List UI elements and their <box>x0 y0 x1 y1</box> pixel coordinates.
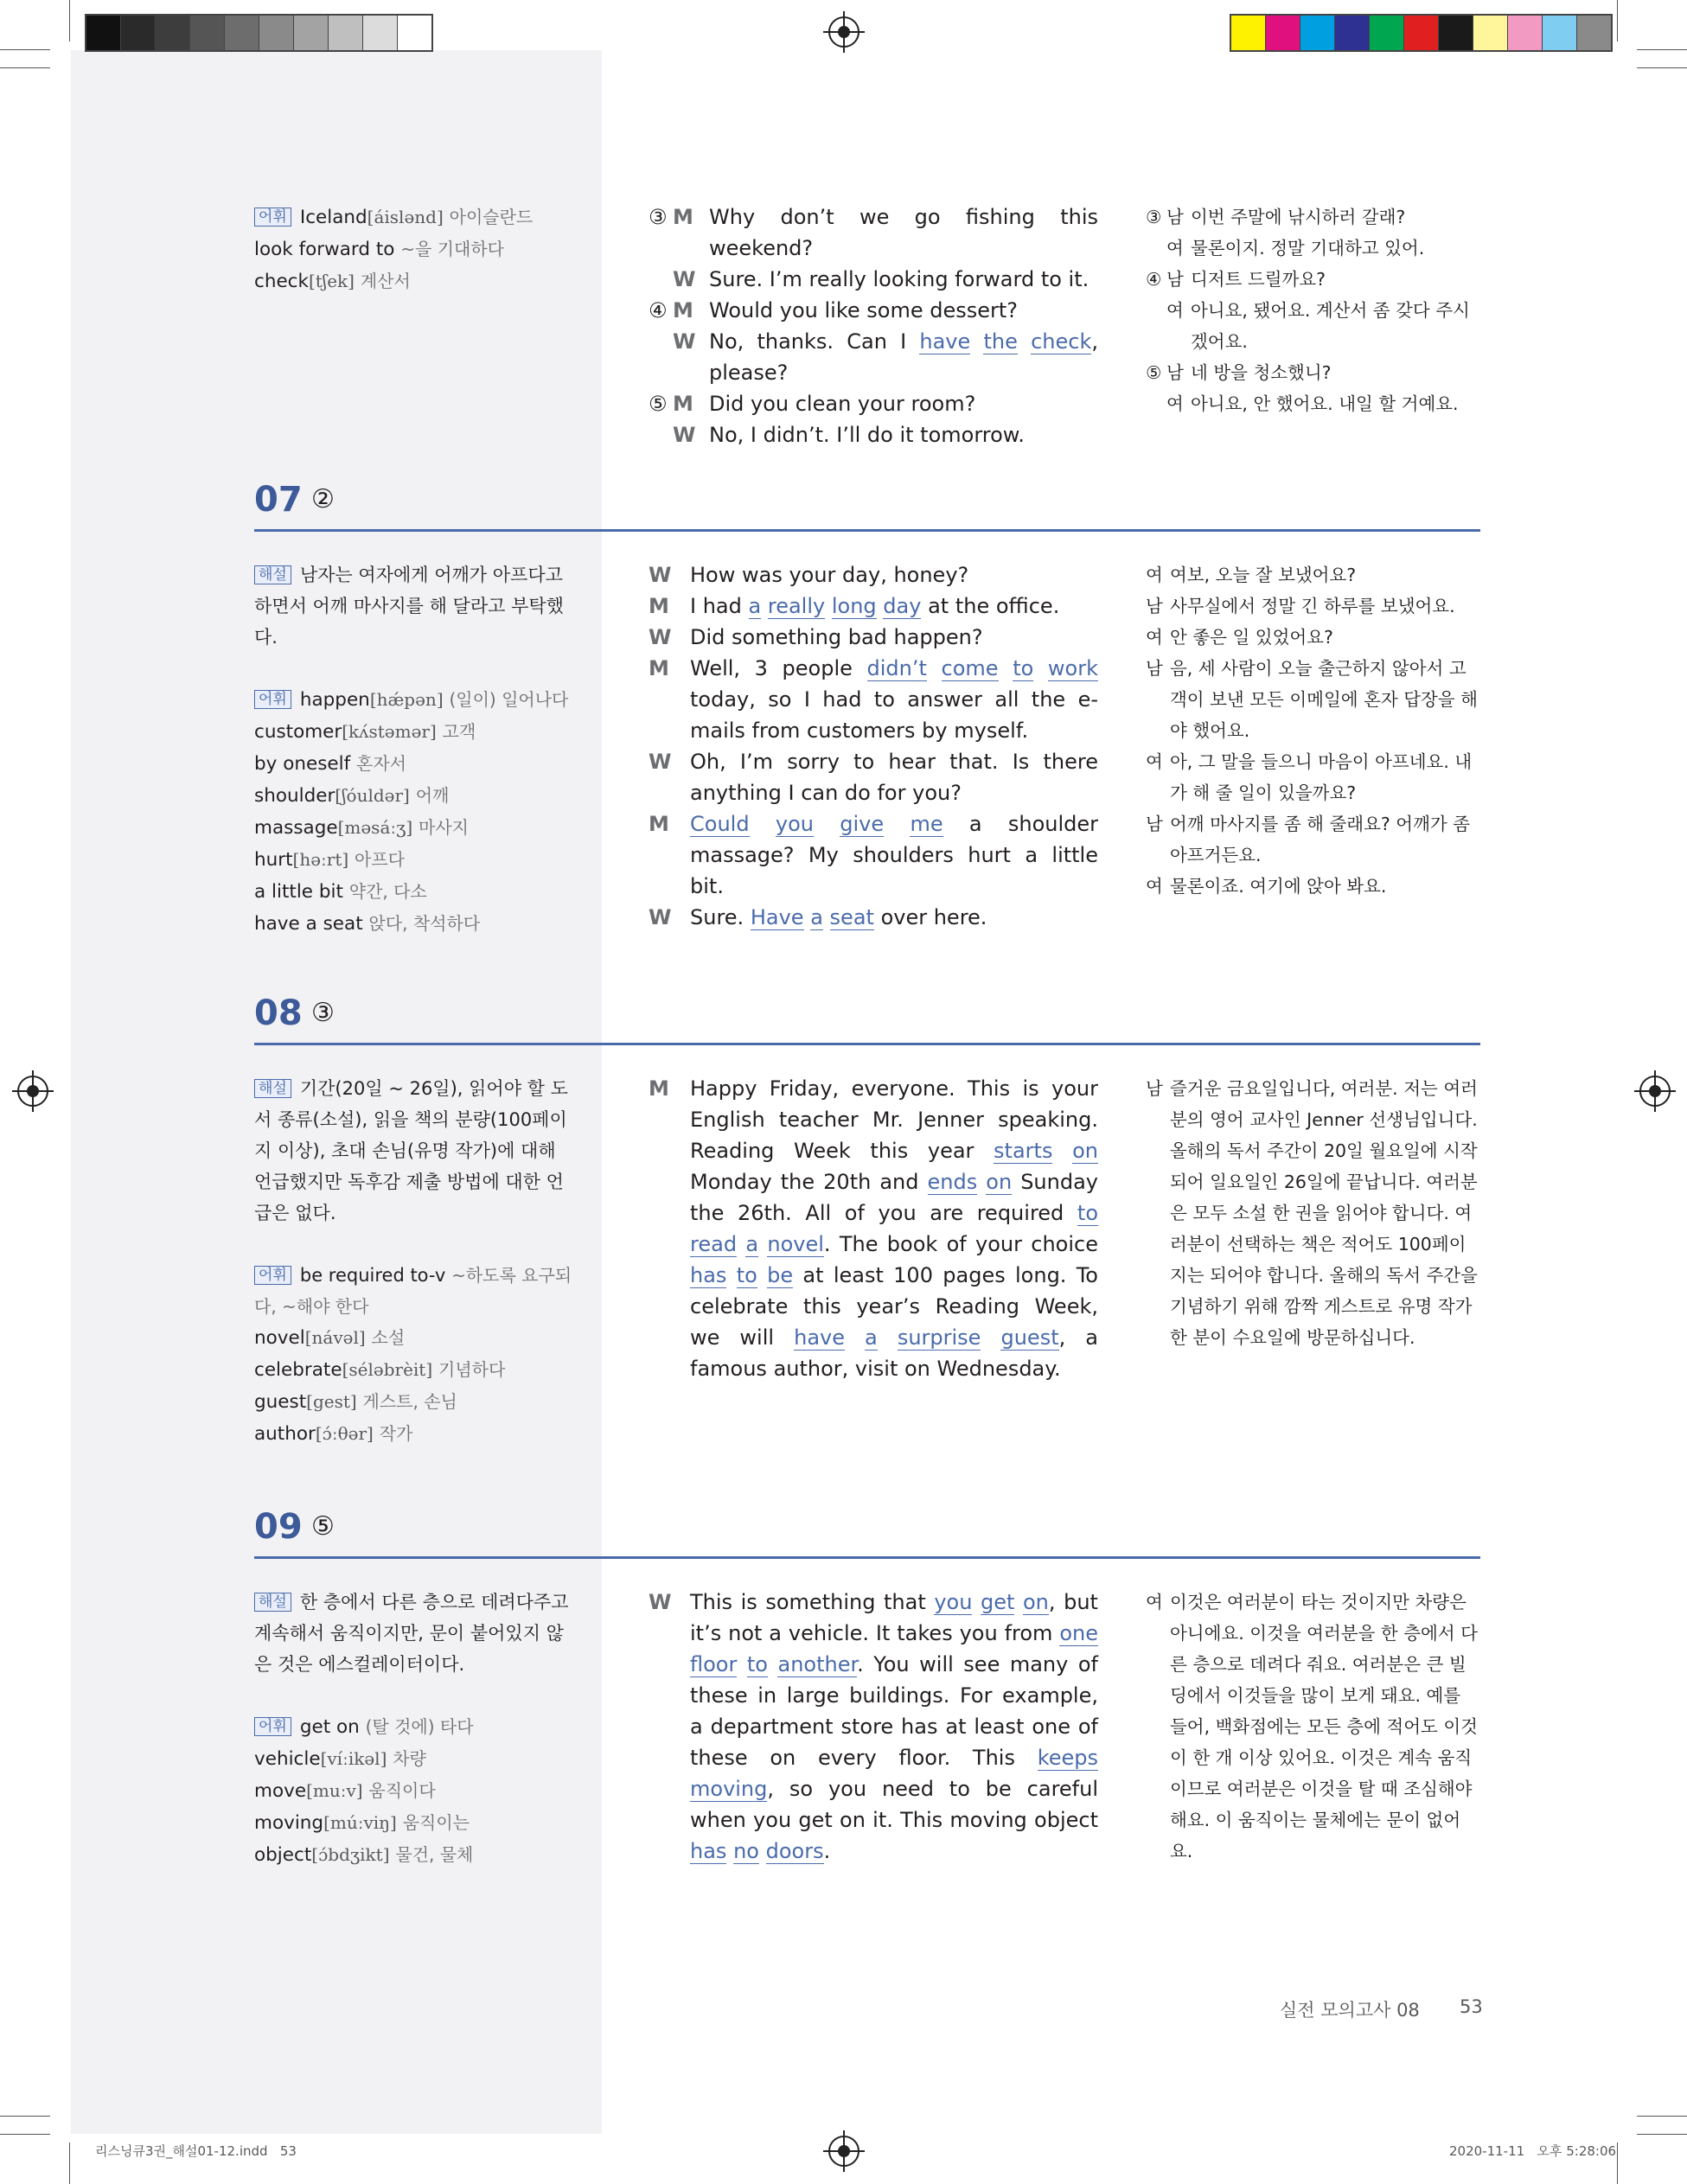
dialogue-line: W This is something that you get on, but it’s not a vehicle. It takes you from one floor to another. You will see many of these in large buildings. For example, a department store has at least one of these on every floor. This keeps moving, so you need to be careful when you get on it. This moving object has no doors. <box>649 1590 1098 1863</box>
vocab-item: have a seat 앉다, 착석하다 <box>254 913 481 935</box>
dialogue-line: W Sure. I’m really looking forward to it. <box>673 267 1090 291</box>
answer-choice: ② <box>311 484 335 514</box>
blank-answer: doors <box>765 1839 824 1863</box>
dialogue-line: M Happy Friday, everyone. This is your English teacher Mr. Jenner speaking. Reading Week this year starts on Monday the 20th and ends on Sunday the 26th. All of you are required to read a novel. The book of your choice has to be at least 100 pages long. To celebrate this year’s Reading Week, we will have a surprise guest, a famous author, visit on Wednesday. <box>649 1076 1098 1381</box>
page-number: 53 <box>1460 1996 1483 2017</box>
dialogue-line: W Sure. Have a seat over here. <box>649 905 987 929</box>
vocab-item: 어휘 happen[hǽpən] (일이) 일어나다 <box>254 684 574 716</box>
blank-answer: a <box>748 594 762 618</box>
registration-mark-icon <box>17 1076 48 1107</box>
crop-mark <box>0 2116 50 2117</box>
registration-mark-icon <box>828 2136 859 2167</box>
color-swatch-bar <box>1230 14 1613 52</box>
translation-line: 여 아, 그 말을 들으니 마음이 아프네요. 내가 해 줄 일이 있을까요? <box>1146 751 1473 803</box>
translation-line: 남 음, 세 사람이 오늘 출근하지 않아서 고객이 보낸 모든 이메일에 혼자 답장을 해야 했어요. <box>1146 658 1478 741</box>
blank-answer: the <box>983 329 1018 354</box>
answer-choice: ⑤ <box>311 1511 335 1542</box>
translation-line: 여 아니요, 됐어요. 계산서 좀 갖다 주시겠어요. <box>1166 300 1470 352</box>
crop-mark <box>1617 0 1618 42</box>
blank-answer: get <box>981 1590 1015 1614</box>
blank-answer: seat <box>829 905 874 929</box>
vocab-item: by oneself 혼자서 <box>254 753 406 775</box>
blank-answer: day <box>883 594 922 618</box>
color-swatch <box>1508 16 1543 50</box>
explanation: 해설 기간(20일 ~ 26일), 읽어야 할 도서 종류(소설), 읽을 책의 분량(100페이지 이상), 초대 손님(유명 작가)에 대해 언급했지만 독후감 제출 방법에 대한 언급은 없다. <box>254 1078 568 1223</box>
blank-answer: long <box>831 594 877 618</box>
section-divider <box>254 1556 1480 1559</box>
translation <box>1146 201 1479 419</box>
dialogue <box>649 1587 1098 1867</box>
gray-swatch <box>294 16 329 50</box>
translation-line: ⑤ 남 네 방을 청소했니? <box>1146 362 1332 383</box>
dialogue-line: ⑤ M Did you clean your room? <box>649 392 976 416</box>
vocab-item: customer[kʌ́stəmər] 고객 <box>254 721 476 743</box>
vocab-tag: 어휘 <box>254 1266 291 1285</box>
dialogue-line: W Did something bad happen? <box>649 625 983 649</box>
translation-line: 남 어깨 마사지를 좀 해 줄래요? 어깨가 좀 아프거든요. <box>1146 814 1471 865</box>
gray-swatch <box>329 16 363 50</box>
blank-answer: you <box>775 812 814 836</box>
crop-mark <box>1637 2134 1687 2135</box>
blank-answer: to <box>746 1652 768 1676</box>
blank-answer: keeps <box>1037 1746 1098 1770</box>
translation-line: 여 물론이지. 정말 기대하고 있어. <box>1166 238 1425 259</box>
vocab-list <box>254 201 574 297</box>
translation-line: 여 안 좋은 일 있었어요? <box>1146 627 1333 648</box>
blank-answer: a <box>865 1325 878 1350</box>
blank-answer: no <box>733 1839 759 1863</box>
dialogue-line: M Well, 3 people didn’t come to work today, so I had to answer all the e-mails from customers by myself. <box>649 656 1098 743</box>
gray-swatch <box>121 16 156 50</box>
explanation: 해설 남자는 여자에게 어깨가 아프다고 하면서 어깨 마사지를 해 달라고 부탁했다. <box>254 565 564 648</box>
vocab-item: celebrate[séləbrèit] 기념하다 <box>254 1359 506 1381</box>
blank-answer: check <box>1031 329 1092 354</box>
blank-answer: me <box>910 812 943 836</box>
gray-swatch <box>190 16 225 50</box>
blank-answer: didn’t <box>866 656 927 680</box>
crop-mark <box>0 49 50 50</box>
vocab-item: hurt[həːrt] 아프다 <box>254 849 406 871</box>
question-number: 09 <box>254 1507 303 1547</box>
gray-swatch <box>225 16 259 50</box>
blank-answer: on <box>1023 1590 1049 1614</box>
blank-answer: work <box>1047 656 1098 680</box>
crop-mark <box>69 2142 70 2184</box>
crop-mark <box>0 2134 50 2135</box>
explanation-tag: 해설 <box>254 1593 291 1612</box>
translation-line: 여 여보, 오늘 잘 보냈어요? <box>1146 565 1357 585</box>
blank-answer: come <box>941 656 999 680</box>
blank-answer: Have <box>750 905 804 929</box>
color-swatch <box>1577 16 1611 50</box>
color-swatch <box>1473 16 1508 50</box>
blank-answer: one <box>1059 1621 1098 1645</box>
explanation: 해설 한 층에서 다른 층으로 데려다주고 계속해서 움직이지만, 문이 붙어있지 않은 것은 에스컬레이터이다. <box>254 1592 569 1675</box>
explanation-tag: 해설 <box>254 1079 291 1098</box>
vocab-item: check[tʃek] 계산서 <box>254 271 411 292</box>
notes-column <box>254 559 574 940</box>
translation <box>1146 559 1479 902</box>
gray-swatch <box>363 16 398 50</box>
dialogue-line: W No, thanks. Can I have the check, please? <box>673 329 1098 385</box>
blank-answer: to <box>1077 1201 1098 1225</box>
registration-mark-icon <box>828 16 859 48</box>
vocab-item: a little bit 약간, 다소 <box>254 881 427 903</box>
color-swatch <box>1439 16 1473 50</box>
explanation-tag: 해설 <box>254 565 291 584</box>
blank-answer: have <box>919 329 971 354</box>
crop-mark <box>69 0 70 42</box>
notes-column <box>254 1587 574 1871</box>
blank-answer: a <box>745 1232 759 1256</box>
color-swatch <box>1543 16 1577 50</box>
blank-answer: to <box>736 1263 757 1287</box>
blank-answer: be <box>767 1263 794 1287</box>
translation <box>1146 1587 1479 1867</box>
gray-swatch <box>398 16 431 50</box>
grayscale-swatch-bar <box>85 14 433 52</box>
blank-answer: ends <box>927 1170 978 1194</box>
translation-line: ④ 남 디저트 드릴까요? <box>1146 269 1326 290</box>
crop-mark <box>1637 49 1687 50</box>
answer-choice: ③ <box>311 998 335 1028</box>
vocab-item: vehicle[víːikəl] 차량 <box>254 1748 426 1770</box>
dialogue-line: M I had a really long day at the office. <box>649 594 1060 618</box>
translation-line: 여 이것은 여러분이 타는 것이지만 차량은 아니에요. 이것을 여러분을 한 층에서 다른 층으로 데려다 줘요. 여러분은 큰 빌딩에서 이것들을 많이 보게 돼요. 예를 들어, 백화점에는 모든 층에 적어도 이것이 한 개 이상 있어요. 이것은 계속 움직이므로 여러분은 이것을 탈 때 조심해야 해요. 이 움직이는 물체에는 문이 없어요. <box>1146 1592 1478 1862</box>
dialogue <box>649 201 1098 450</box>
color-swatch <box>1335 16 1370 50</box>
dialogue <box>649 559 1098 933</box>
translation-line: 여 물론이죠. 여기에 앉아 봐요. <box>1146 876 1387 897</box>
question-number: 08 <box>254 993 303 1033</box>
translation-line: 여 아니요, 안 했어요. 내일 할 거예요. <box>1166 393 1459 414</box>
translation-line: 남 사무실에서 정말 긴 하루를 보냈어요. <box>1146 596 1455 616</box>
dialogue-line: W How was your day, honey? <box>649 563 969 587</box>
blank-answer: surprise <box>897 1325 981 1350</box>
dialogue <box>649 1073 1098 1384</box>
blank-answer: on <box>986 1170 1013 1194</box>
vocab-item: object[ɔ́bdʒikt] 물건, 물체 <box>254 1844 474 1866</box>
gray-swatch <box>259 16 294 50</box>
blank-answer: starts <box>994 1139 1053 1163</box>
crop-mark <box>1637 67 1687 68</box>
vocab-item: moving[múːviŋ] 움직이는 <box>254 1812 470 1834</box>
blank-answer: read <box>690 1232 738 1256</box>
dialogue-line: ④ M Would you like some dessert? <box>649 298 1018 322</box>
question-number: 07 <box>254 480 303 520</box>
vocab-item: look forward to ~을 기대하다 <box>254 239 504 260</box>
vocab-item: 어휘 get on (탈 것에) 타다 <box>254 1711 574 1743</box>
blank-answer: give <box>840 812 885 836</box>
print-timestamp: 2020-11-11 오후 5:28:06 <box>1449 2143 1617 2159</box>
blank-answer: to <box>1013 656 1034 680</box>
dialogue-line: ③ M Why don’t we go fishing this weekend? <box>649 205 1098 260</box>
vocab-item: 어휘 be required to-v ~하도록 요구되다, ~해야 한다 <box>254 1265 572 1317</box>
vocab-item: 어휘 Iceland[áislənd] 아이슬란드 <box>254 201 574 233</box>
vocab-item: massage[məsáːʒ] 마사지 <box>254 817 470 839</box>
crop-mark <box>1617 2142 1618 2184</box>
vocab-item: author[ɔ́ːθər] 작가 <box>254 1423 413 1445</box>
blank-answer: you <box>934 1590 973 1614</box>
dialogue-line: M Could you give me a shoulder massage? My shoulders hurt a little bit. <box>649 812 1099 898</box>
color-swatch <box>1404 16 1439 50</box>
color-swatch <box>1231 16 1266 50</box>
blank-answer: on <box>1072 1139 1098 1163</box>
blank-answer: guest <box>1000 1325 1059 1350</box>
registration-mark-icon <box>1639 1076 1671 1107</box>
vocab-tag: 어휘 <box>254 690 291 709</box>
color-swatch <box>1370 16 1404 50</box>
blank-answer: has <box>690 1839 727 1863</box>
section-divider <box>254 529 1480 532</box>
blank-answer: novel <box>767 1232 824 1256</box>
blank-answer: Could <box>690 812 750 836</box>
crop-mark <box>1637 2116 1687 2117</box>
blank-answer: has <box>690 1263 727 1287</box>
vocab-item: shoulder[ʃóuldər] 어깨 <box>254 785 450 807</box>
crop-mark <box>0 67 50 68</box>
notes-column <box>254 1073 574 1450</box>
translation-line: ③ 남 이번 주말에 낚시하러 갈래? <box>1146 207 1406 227</box>
blank-answer: a <box>810 905 823 929</box>
gray-swatch <box>156 16 190 50</box>
blank-answer: really <box>767 594 826 618</box>
vocab-item: guest[gest] 게스트, 손님 <box>254 1391 457 1413</box>
vocab-item: novel[návəl] 소설 <box>254 1327 406 1349</box>
print-filename: 리스닝큐3권_해설01-12.indd 53 <box>95 2143 297 2159</box>
vocab-tag: 어휘 <box>254 208 291 227</box>
translation-line: 남 즐거운 금요일입니다, 여러분. 저는 여러분의 영어 교사인 Jenner 선생님입니다. 올해의 독서 주간이 20일 월요일에 시작되어 일요일인 26일에 끝납니다. 여러분은 모두 소설 한 권을 읽어야 합니다. 여러분이 선택하는 책은 적어도 100페이지는 되어야 합니다. 올해의 독서 주간을 기념하기 위해 깜짝 게스트로 유명 작가 한 분이 수요일에 방문하십니다. <box>1146 1078 1478 1348</box>
dialogue-line: W Oh, I’m sorry to hear that. Is there anything I can do for you? <box>649 750 1098 805</box>
vocab-tag: 어휘 <box>254 1717 291 1736</box>
dialogue-line: W No, I didn’t. I’ll do it tomorrow. <box>673 423 1025 447</box>
blank-answer: moving <box>690 1777 768 1801</box>
vocab-item: move[muːv] 움직이다 <box>254 1780 436 1802</box>
color-swatch <box>1266 16 1300 50</box>
blank-answer: another <box>777 1652 858 1676</box>
blank-answer: floor <box>690 1652 738 1676</box>
color-swatch <box>1300 16 1335 50</box>
test-name: 실전 모의고사 08 <box>1280 2000 1420 2021</box>
gray-swatch <box>86 16 121 50</box>
blank-answer: have <box>794 1325 845 1350</box>
translation <box>1146 1073 1479 1353</box>
section-divider <box>254 1043 1480 1045</box>
